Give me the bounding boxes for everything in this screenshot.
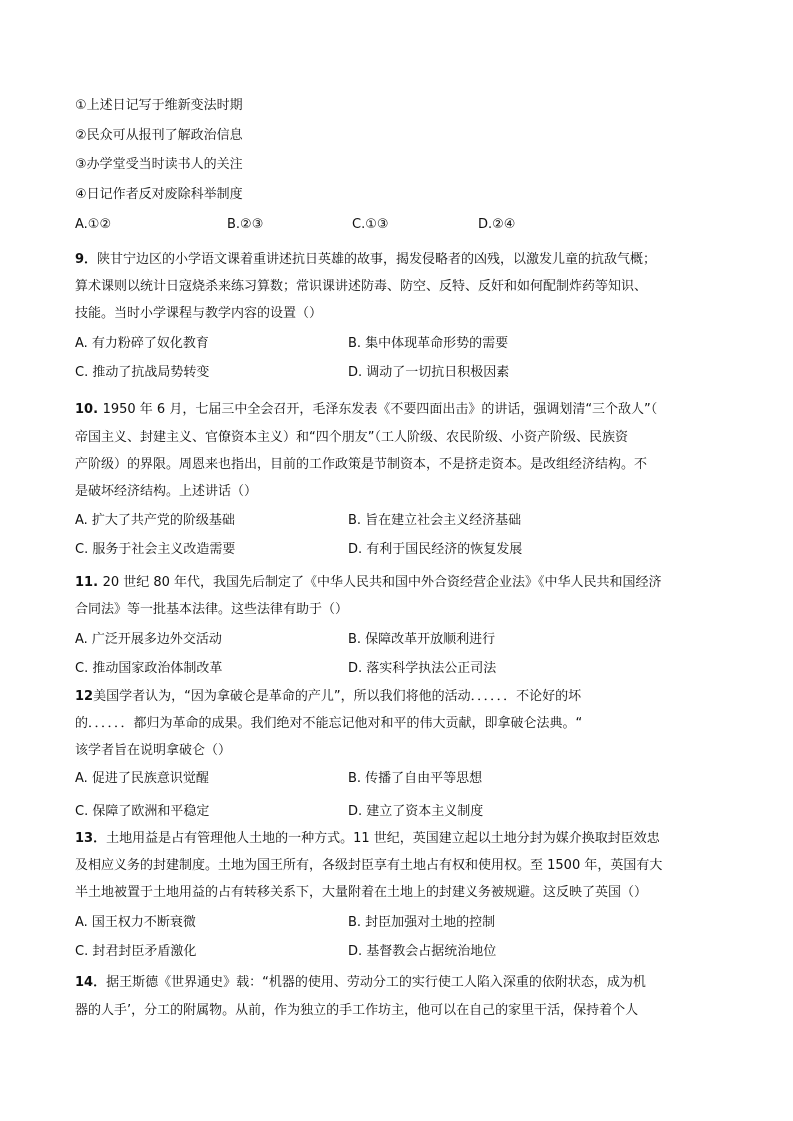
q12-number: 12	[75, 689, 94, 704]
q11-option-b: B. 保障改革开放顺利进行	[348, 632, 496, 647]
q9-line-3: 技能。当时小学课程与教学内容的设置（）	[75, 306, 323, 321]
q12-option-a: A. 促进了民族意识觉醒	[75, 771, 209, 786]
q12-line-2: 的．．．．．．都归为革命的成果。我们绝对不能忘记他对和平的伟大贡献，即拿破仑法典。“	[75, 716, 583, 731]
q13-line-3: 半土地被置于土地用益的占有转移关系下，大量附着在土地上的封建义务被规避。这反映了英国（）	[75, 885, 648, 900]
q10-line-3: 产阶级）的界限。周恩来也指出，目前的工作政策是节制资本，不是挤走资本。是改组经济结构。不	[75, 457, 648, 472]
q9-line-1: 9．陕甘宁边区的小学语文课着重讲述抗日英雄的故事，揭发侵略者的凶残，以激发儿童的抗敌气概；	[75, 252, 657, 267]
q10-option-a: A. 扩大了共产党的阶级基础	[75, 513, 235, 528]
q10-line-1: 10. 1950 年 6 月，七届三中全会召开，毛泽东发表《不要四面出击》的讲话，强调划清“三个敌人”（	[75, 402, 658, 417]
q8-option-a: A.①②	[75, 217, 112, 232]
q8-option-d: D.②④	[478, 217, 516, 232]
q10-line-4: 是破坏经济结构。上述讲话（）	[75, 484, 258, 499]
q9-option-a: A. 有力粉碎了奴化教育	[75, 336, 209, 351]
q9-option-b: B. 集中体现革命形势的需要	[348, 336, 509, 351]
q10-option-d: D. 有利于国民经济的恢复发展	[348, 542, 523, 557]
q13-number: 13．	[75, 831, 107, 846]
q9-line-2: 算术课则以统计日寇烧杀来练习算数；常识课讲述防毒、防空、反特、反奸和如何配制炸药等知识、	[75, 279, 648, 294]
q9-option-d: D. 调动了一切抗日积极因素	[348, 365, 510, 380]
q14-number: 14．	[75, 975, 107, 990]
q11-number: 11.	[75, 575, 103, 590]
q13-option-b: B. 封臣加强对土地的控制	[348, 915, 496, 930]
q12-option-d: D. 建立了资本主义制度	[348, 804, 484, 819]
q14-line-2: 器的人手’，分工的附属物。从前，作为独立的手工作坊主，他可以在自己的家里干活，保持着个人	[75, 1003, 639, 1018]
q12-option-b: B. 传播了自由平等思想	[348, 771, 483, 786]
q10-line-2: 帝国主义、封建主义、官僚资本主义）和“四个朋友”（工人阶级、农民阶级、小资产阶级、民族资	[75, 430, 628, 445]
q13-option-c: C. 封君封臣矛盾激化	[75, 944, 197, 959]
q12-line-1: 12美国学者认为，“因为拿破仑是革命的产儿”，所以我们将他的活动．．．．．．不论好的坏	[75, 689, 582, 704]
q13-line-2: 及相应义务的封建制度。土地为国王所有，各级封臣享有土地占有权和使用权。至 1500 年，英国有大	[75, 858, 663, 873]
q8-statement-2: ②民众可从报刊了解政治信息	[75, 128, 243, 143]
q13-line-1: 13．土地用益是占有管理他人土地的一种方式。11 世纪，英国建立起以土地分封为媒介换取封臣效忠	[75, 831, 660, 846]
q11-option-d: D. 落实科学执法公正司法	[348, 661, 497, 676]
q11-line-2: 合同法》等一批基本法律。这些法律有助于（）	[75, 602, 349, 617]
q11-line-1: 11. 20 世纪 80 年代，我国先后制定了《中华人民共和国中外合资经营企业法》《中华人民共和国经济	[75, 575, 662, 590]
q13-option-d: D. 基督教会占据统治地位	[348, 944, 497, 959]
q8-statement-1: ①上述日记写于维新变法时期	[75, 98, 243, 113]
q10-number: 10.	[75, 402, 103, 417]
q9-option-c: C. 推动了抗战局势转变	[75, 365, 210, 380]
q8-option-b: B.②③	[227, 217, 264, 232]
q8-option-c: C.①③	[352, 217, 389, 232]
q11-option-c: C. 推动国家政治体制改革	[75, 661, 223, 676]
q8-statement-3: ③办学堂受当时读书人的关注	[75, 157, 243, 172]
q14-line-1: 14．据王斯德《世界通史》载：“机器的使用、劳动分工的实行使工人陷入深重的依附状态，成为机	[75, 975, 646, 990]
q13-option-a: A. 国王权力不断衰微	[75, 915, 196, 930]
q12-option-c: C. 保障了欧洲和平稳定	[75, 804, 210, 819]
q11-option-a: A. 广泛开展多边外交活动	[75, 632, 222, 647]
q8-statement-4: ④日记作者反对废除科举制度	[75, 187, 243, 202]
q10-option-c: C. 服务于社会主义改造需要	[75, 542, 236, 557]
q9-number: 9．	[75, 252, 98, 267]
q10-option-b: B. 旨在建立社会主义经济基础	[348, 513, 522, 528]
q12-line-3: 该学者旨在说明拿破仑（）	[75, 743, 232, 758]
